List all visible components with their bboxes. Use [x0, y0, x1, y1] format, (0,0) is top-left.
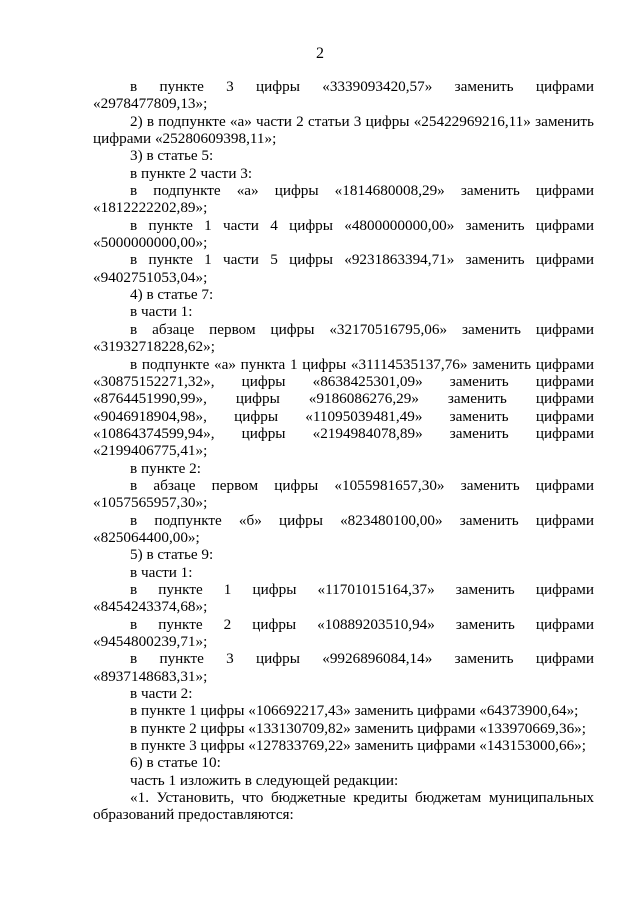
- paragraph-23: в пункте 3 цифры «127833769,22» заменить цифрами «143153000,66»;: [130, 737, 586, 755]
- paragraph-7: в пункте 1 части 5 цифры «9231863394,71» заменить цифрами «9402751053,04»;: [93, 251, 594, 286]
- paragraph-18: в пункте 2 цифры «10889203510,94» заменить цифрами «9454800239,71»;: [93, 615, 594, 650]
- paragraph-21: в пункте 1 цифры «106692217,43» заменить цифрами «64373900,64»;: [130, 702, 579, 720]
- paragraph-11-line-2: «30875152271,32», цифры «8638425301,09» заменить цифрами: [93, 372, 594, 390]
- paragraph-26: «1. Установить, что бюджетные кредиты бюджетам муниципальных образований предоставляются:: [93, 789, 594, 824]
- paragraph-24: 6) в статье 10:: [130, 754, 221, 772]
- paragraph-11-line-4: «9046918904,98», цифры «11095039481,49» заменить цифрами: [93, 407, 594, 425]
- paragraph-10: в абзаце первом цифры «32170516795,06» заменить цифрами «31932718228,62»;: [93, 320, 594, 356]
- paragraph-12: в пункте 2:: [130, 459, 201, 477]
- paragraph-2: 2) в подпункте «а» части 2 статьи 3 цифры «25422969216,11» заменить цифрами «25280609398,11»;: [93, 112, 594, 148]
- paragraph-14: в подпункте «б» цифры «823480100,00» заменить цифрами «825064400,00»;: [93, 511, 594, 546]
- paragraph-11-line-3: «8764451990,99», цифры «9186086276,29» заменить цифрами: [93, 390, 594, 408]
- paragraph-19: в пункте 3 цифры «9926896084,14» заменить цифрами «8937148683,31»;: [93, 650, 594, 685]
- paragraph-6: в пункте 1 части 4 цифры «4800000000,00» заменить цифрами «5000000000,00»;: [93, 216, 594, 252]
- paragraph-9: в части 1:: [130, 303, 193, 321]
- page-number: 2: [316, 45, 324, 62]
- paragraph-22: в пункте 2 цифры «133130709,82» заменить цифрами «133970669,36»;: [130, 719, 586, 737]
- paragraph-17: в пункте 1 цифры «11701015164,37» заменить цифрами «8454243374,68»;: [93, 580, 594, 616]
- paragraph-16: в части 1:: [130, 563, 193, 581]
- paragraph-5: в подпункте «а» цифры «1814680008,29» заменить цифрами «1812222202,89»;: [93, 182, 594, 217]
- paragraph-11-line-6: «2199406775,41»;: [93, 442, 208, 460]
- paragraph-11-line-1: в подпункте «а» пункта 1 цифры «31114535137,76» заменить цифрами: [130, 355, 594, 373]
- paragraph-11: [93, 356, 594, 460]
- paragraph-4: в пункте 2 части 3:: [130, 164, 253, 182]
- paragraph-3: 3) в статье 5:: [130, 147, 214, 165]
- paragraph-8: 4) в статье 7:: [130, 286, 214, 304]
- paragraph-20: в части 2:: [130, 685, 193, 703]
- paragraph-13: в абзаце первом цифры «1055981657,30» заменить цифрами «1057565957,30»;: [93, 476, 594, 512]
- document-body: [93, 78, 594, 824]
- paragraph-25: часть 1 изложить в следующей редакции:: [130, 771, 399, 789]
- paragraph-15: 5) в статье 9:: [130, 546, 214, 564]
- paragraph-11-line-5: «10864374599,94», цифры «2194984078,89» заменить цифрами: [93, 424, 594, 442]
- paragraph-1: в пункте 3 цифры «3339093420,57» заменить цифрами «2978477809,13»;: [93, 78, 594, 113]
